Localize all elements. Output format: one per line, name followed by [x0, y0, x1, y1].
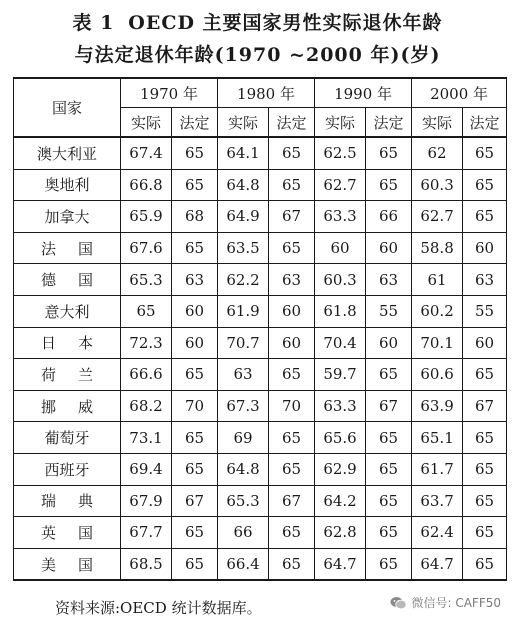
- actual-age-cell: 65.6: [315, 422, 366, 454]
- actual-age-cell: 67.3: [218, 390, 269, 422]
- table-row: [14, 295, 507, 327]
- table-title-line-1: [0, 8, 515, 35]
- actual-age-cell: 63: [218, 359, 269, 391]
- statutory-age-cell: 60: [366, 232, 412, 264]
- actual-age-cell: 67.7: [121, 517, 172, 549]
- sub-header-actual: 实际: [218, 108, 269, 138]
- actual-age-cell: 69: [218, 422, 269, 454]
- actual-age-cell: 67.6: [121, 232, 172, 264]
- actual-age-cell: 67.4: [121, 137, 172, 169]
- statutory-age-cell: 66: [366, 201, 412, 233]
- actual-age-cell: 60.6: [412, 359, 463, 391]
- statutory-age-cell: 60: [269, 327, 315, 359]
- table-row: [14, 548, 507, 580]
- watermark-text: 微信号: CAFF50: [411, 596, 501, 610]
- country-cell: 加拿大: [14, 201, 121, 233]
- statutory-age-cell: 55: [463, 295, 507, 327]
- statutory-age-cell: 67: [269, 485, 315, 517]
- table-row: [14, 390, 507, 422]
- actual-age-cell: 61.8: [315, 295, 366, 327]
- actual-age-cell: 64.9: [218, 201, 269, 233]
- statutory-age-cell: 70: [269, 390, 315, 422]
- statutory-age-cell: 65: [269, 359, 315, 391]
- table-title-line-2: 与法定退休年龄(1970 ~2000 年)(岁): [74, 44, 441, 66]
- statutory-age-cell: 65: [463, 359, 507, 391]
- statutory-age-cell: 65: [269, 169, 315, 201]
- actual-age-cell: 72.3: [121, 327, 172, 359]
- actual-age-cell: 61.7: [412, 453, 463, 485]
- statutory-age-cell: 65: [269, 453, 315, 485]
- statutory-age-cell: 60: [463, 327, 507, 359]
- statutory-age-cell: 65: [269, 422, 315, 454]
- actual-age-cell: 65: [121, 295, 172, 327]
- actual-age-cell: 63.3: [315, 390, 366, 422]
- statutory-age-cell: 65: [463, 137, 507, 169]
- country-cell: 奥地利: [14, 169, 121, 201]
- statutory-age-cell: 65: [172, 359, 218, 391]
- actual-age-cell: 65.9: [121, 201, 172, 233]
- statutory-age-cell: 65: [172, 169, 218, 201]
- actual-age-cell: 63.3: [315, 201, 366, 233]
- table-row: [14, 232, 507, 264]
- actual-age-cell: 66: [218, 517, 269, 549]
- actual-age-cell: 65.3: [218, 485, 269, 517]
- statutory-age-cell: 65: [172, 422, 218, 454]
- actual-age-cell: 65.3: [121, 264, 172, 296]
- watermark: [390, 594, 501, 611]
- actual-age-cell: 66.8: [121, 169, 172, 201]
- statutory-age-cell: 65: [463, 517, 507, 549]
- statutory-age-cell: 65: [172, 137, 218, 169]
- statutory-age-cell: 65: [269, 548, 315, 580]
- actual-age-cell: 61.9: [218, 295, 269, 327]
- statutory-age-cell: 60: [172, 327, 218, 359]
- year-header: 1980 年: [218, 78, 315, 108]
- year-header: 1990 年: [315, 78, 412, 108]
- statutory-age-cell: 65: [172, 453, 218, 485]
- statutory-age-cell: 67: [172, 485, 218, 517]
- retirement-age-table: [13, 77, 507, 581]
- actual-age-cell: 68.5: [121, 548, 172, 580]
- actual-age-cell: 73.1: [121, 422, 172, 454]
- actual-age-cell: 69.4: [121, 453, 172, 485]
- sub-header-actual: 实际: [121, 108, 172, 138]
- table-row: [14, 453, 507, 485]
- statutory-age-cell: 67: [366, 390, 412, 422]
- actual-age-cell: 64.8: [218, 169, 269, 201]
- country-cell: 西班牙: [14, 453, 121, 485]
- statutory-age-cell: 60: [463, 232, 507, 264]
- statutory-age-cell: 65: [269, 517, 315, 549]
- country-cell: 葡萄牙: [14, 422, 121, 454]
- statutory-age-cell: 63: [366, 264, 412, 296]
- sub-header-actual: 实际: [412, 108, 463, 138]
- actual-age-cell: 62.9: [315, 453, 366, 485]
- actual-age-cell: 62.7: [412, 201, 463, 233]
- header-row-years: [14, 78, 507, 108]
- statutory-age-cell: 60: [366, 327, 412, 359]
- wechat-icon: [390, 596, 407, 610]
- table-row: [14, 137, 507, 169]
- statutory-age-cell: 65: [463, 453, 507, 485]
- actual-age-cell: 60.2: [412, 295, 463, 327]
- statutory-age-cell: 65: [366, 548, 412, 580]
- actual-age-cell: 66.6: [121, 359, 172, 391]
- country-cell: 日本: [14, 327, 121, 359]
- statutory-age-cell: 63: [463, 264, 507, 296]
- sub-header-statutory: 法定: [463, 108, 507, 138]
- actual-age-cell: 59.7: [315, 359, 366, 391]
- table-row: [14, 359, 507, 391]
- actual-age-cell: 61: [412, 264, 463, 296]
- statutory-age-cell: 65: [172, 548, 218, 580]
- table-row: [14, 201, 507, 233]
- source-note: 资料来源:OECD 统计数据库。: [55, 599, 262, 617]
- sub-header-statutory: 法定: [269, 108, 315, 138]
- sub-header-statutory: 法定: [366, 108, 412, 138]
- country-cell: 英国: [14, 517, 121, 549]
- country-cell: 美国: [14, 548, 121, 580]
- statutory-age-cell: 65: [463, 422, 507, 454]
- actual-age-cell: 64.7: [315, 548, 366, 580]
- country-cell: 意大利: [14, 295, 121, 327]
- statutory-age-cell: 55: [366, 295, 412, 327]
- statutory-age-cell: 63: [269, 264, 315, 296]
- table-row: [14, 517, 507, 549]
- country-cell: 法国: [14, 232, 121, 264]
- statutory-age-cell: 65: [366, 359, 412, 391]
- corner-header: 国家: [14, 78, 121, 137]
- actual-age-cell: 67.9: [121, 485, 172, 517]
- statutory-age-cell: 65: [172, 517, 218, 549]
- table-row: [14, 264, 507, 296]
- statutory-age-cell: 60: [269, 295, 315, 327]
- statutory-age-cell: 63: [172, 264, 218, 296]
- year-header: 2000 年: [412, 78, 507, 108]
- actual-age-cell: 65.1: [412, 422, 463, 454]
- table-title-text: OECD 主要国家男性实际退休年龄: [128, 12, 443, 34]
- actual-age-cell: 70.7: [218, 327, 269, 359]
- statutory-age-cell: 67: [269, 201, 315, 233]
- statutory-age-cell: 65: [463, 201, 507, 233]
- actual-age-cell: 64.2: [315, 485, 366, 517]
- statutory-age-cell: 65: [463, 485, 507, 517]
- statutory-age-cell: 65: [269, 137, 315, 169]
- statutory-age-cell: 65: [366, 137, 412, 169]
- table-row: [14, 422, 507, 454]
- statutory-age-cell: 65: [366, 422, 412, 454]
- statutory-age-cell: 65: [463, 548, 507, 580]
- actual-age-cell: 64.1: [218, 137, 269, 169]
- country-cell: 荷兰: [14, 359, 121, 391]
- actual-age-cell: 70.1: [412, 327, 463, 359]
- statutory-age-cell: 65: [366, 517, 412, 549]
- country-cell: 挪威: [14, 390, 121, 422]
- actual-age-cell: 63.5: [218, 232, 269, 264]
- actual-age-cell: 62.5: [315, 137, 366, 169]
- table-body: [14, 137, 507, 580]
- statutory-age-cell: 65: [366, 169, 412, 201]
- statutory-age-cell: 65: [172, 232, 218, 264]
- actual-age-cell: 64.8: [218, 453, 269, 485]
- table-row: [14, 327, 507, 359]
- actual-age-cell: 62.8: [315, 517, 366, 549]
- statutory-age-cell: 68: [172, 201, 218, 233]
- statutory-age-cell: 70: [172, 390, 218, 422]
- actual-age-cell: 68.2: [121, 390, 172, 422]
- statutory-age-cell: 67: [463, 390, 507, 422]
- actual-age-cell: 58.8: [412, 232, 463, 264]
- year-header: 1970 年: [121, 78, 218, 108]
- statutory-age-cell: 65: [269, 232, 315, 264]
- actual-age-cell: 64.7: [412, 548, 463, 580]
- country-cell: 澳大利亚: [14, 137, 121, 169]
- statutory-age-cell: 65: [366, 453, 412, 485]
- statutory-age-cell: 65: [366, 485, 412, 517]
- statutory-age-cell: 60: [172, 295, 218, 327]
- table-label: 表 1: [72, 12, 115, 34]
- actual-age-cell: 62.4: [412, 517, 463, 549]
- actual-age-cell: 60.3: [412, 169, 463, 201]
- sub-header-statutory: 法定: [172, 108, 218, 138]
- actual-age-cell: 62: [412, 137, 463, 169]
- actual-age-cell: 63.7: [412, 485, 463, 517]
- country-cell: 瑞典: [14, 485, 121, 517]
- table-row: [14, 485, 507, 517]
- actual-age-cell: 62.2: [218, 264, 269, 296]
- actual-age-cell: 70.4: [315, 327, 366, 359]
- sub-header-actual: 实际: [315, 108, 366, 138]
- table-row: [14, 169, 507, 201]
- actual-age-cell: 62.7: [315, 169, 366, 201]
- actual-age-cell: 66.4: [218, 548, 269, 580]
- statutory-age-cell: 65: [463, 169, 507, 201]
- country-cell: 德国: [14, 264, 121, 296]
- actual-age-cell: 63.9: [412, 390, 463, 422]
- actual-age-cell: 60: [315, 232, 366, 264]
- actual-age-cell: 60.3: [315, 264, 366, 296]
